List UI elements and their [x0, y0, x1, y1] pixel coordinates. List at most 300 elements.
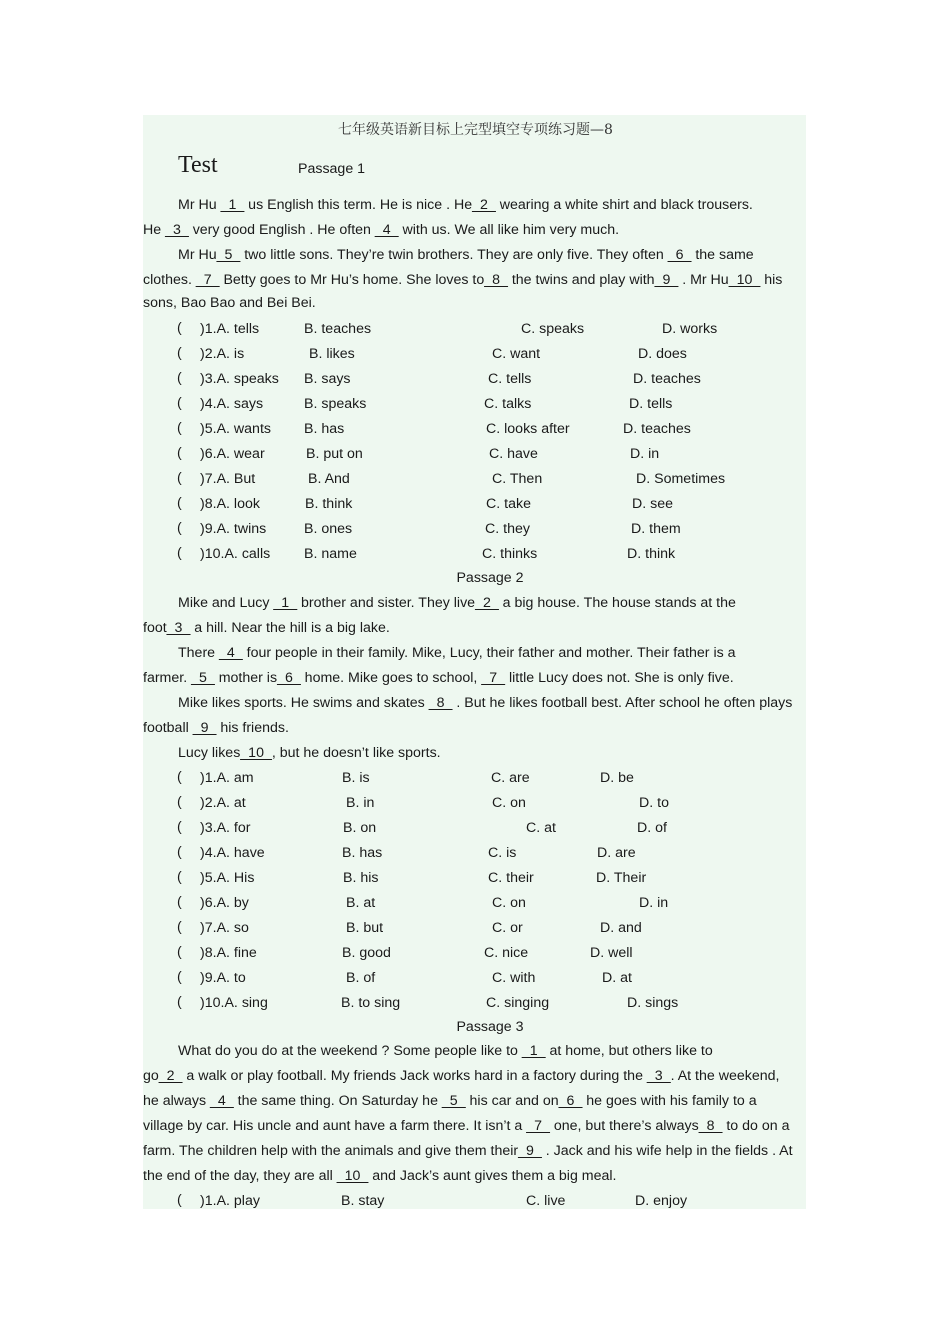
option-c-text: speaks — [539, 321, 585, 337]
option-b-text: has — [321, 421, 345, 437]
option-d: D. sings — [627, 995, 679, 1011]
option-a: )10.A. calls — [200, 546, 271, 562]
option-c-text: or — [510, 920, 523, 936]
option-c-text: Then — [509, 471, 543, 487]
option-b-text: name — [321, 546, 357, 562]
passage-text: Lucy likes — [178, 745, 241, 761]
option-b: B. likes — [309, 346, 355, 362]
passage-3-line — [143, 1117, 789, 1135]
option-b: B. to sing — [341, 995, 401, 1011]
option-a-text: by — [233, 895, 249, 911]
answer-bracket[interactable]: ( — [177, 520, 182, 536]
question-number: 6 — [204, 895, 213, 911]
passage-3-line — [143, 1092, 757, 1110]
passage-text: . But he likes football best. After school he often plays — [452, 695, 793, 711]
option-c-text: are — [509, 770, 530, 786]
blank: _4_ — [374, 222, 399, 238]
option-a: )4.A. says — [200, 396, 264, 412]
option-a: )2.A. at — [200, 795, 246, 811]
option-d-text: are — [615, 845, 636, 861]
question-number: 9 — [204, 970, 213, 986]
blank: _2_ — [475, 595, 499, 611]
passage-text: little Lucy does not. She is only five. — [505, 670, 734, 686]
passage-text: Mike and Lucy — [178, 595, 274, 611]
option-d-text: enjoy — [653, 1193, 688, 1209]
option-d: D. Sometimes — [636, 471, 726, 487]
option-a: )3.A. for — [200, 820, 251, 836]
option-b: B. has — [342, 845, 383, 861]
option-d-text: sings — [645, 995, 679, 1011]
option-b-text: in — [363, 795, 375, 811]
option-c: C. want — [492, 346, 541, 362]
option-d-text: in — [648, 446, 660, 462]
option-c: C. at — [526, 820, 556, 836]
option-a-text: calls — [241, 546, 271, 562]
option-b-text: is — [359, 770, 370, 786]
page-title: 七年级英语新目标上完型填空专项练习题—8 — [338, 122, 613, 138]
passage-text: he goes with his family to a — [582, 1093, 757, 1109]
question-number: 9 — [204, 521, 213, 537]
option-c-text: tells — [506, 371, 532, 387]
answer-bracket[interactable]: ( — [177, 1192, 182, 1208]
answer-bracket[interactable]: ( — [177, 819, 182, 835]
option-c-text: live — [544, 1193, 566, 1209]
question-number: 10 — [204, 546, 221, 562]
option-d: D. teaches — [633, 371, 701, 387]
blank: _7_ — [526, 1118, 550, 1134]
passage-2-line — [178, 594, 736, 612]
passage-text: What do you do at the weekend ? Some people like to — [178, 1043, 522, 1059]
option-c: C. or — [492, 920, 523, 936]
option-a: )5.A. wants — [200, 421, 271, 437]
passage-text: . At the weekend, — [670, 1068, 780, 1084]
passage-text: at home, but others like to — [545, 1043, 713, 1059]
option-b: B. but — [346, 920, 384, 936]
option-d-text: well — [608, 945, 633, 961]
option-d-text: works — [680, 321, 718, 337]
passage-text: Mike likes sports. He swims and skates — [178, 695, 429, 711]
option-b-text: speaks — [321, 396, 367, 412]
option-b-text: has — [359, 845, 383, 861]
option-d-text: them — [649, 521, 681, 537]
answer-bracket[interactable]: ( — [177, 545, 182, 561]
option-b-text: his — [360, 870, 379, 886]
blank: _3_ — [646, 1068, 671, 1084]
option-d: D. are — [597, 845, 636, 861]
option-d: D. be — [600, 770, 634, 786]
option-c: C. live — [526, 1193, 566, 1209]
option-a-text: to — [233, 970, 246, 986]
option-a-text: so — [233, 920, 249, 936]
answer-bracket[interactable]: ( — [177, 994, 182, 1010]
option-c-text: take — [504, 496, 531, 512]
answer-bracket[interactable]: ( — [177, 345, 182, 361]
option-a-text: says — [233, 396, 264, 412]
option-c-text: talks — [502, 396, 532, 412]
option-a: )9.A. twins — [200, 521, 267, 537]
option-d: D. them — [631, 521, 681, 537]
option-b: B. has — [304, 421, 345, 437]
question-number: 1 — [204, 321, 213, 337]
blank: _3_ — [165, 222, 189, 238]
blank: _4_ — [219, 645, 243, 661]
test-label: Test — [178, 152, 218, 178]
option-c-text: at — [544, 820, 556, 836]
question-number: 5 — [204, 421, 213, 437]
question-number: 2 — [204, 346, 213, 362]
option-a-text: have — [233, 845, 265, 861]
blank: _9_ — [654, 272, 679, 288]
option-a: )5.A. His — [200, 870, 255, 886]
option-c-text: thinks — [500, 546, 538, 562]
passage-text: home. Mike goes to school, — [300, 670, 482, 686]
blank: _9_ — [518, 1143, 542, 1159]
option-c-text: on — [510, 895, 526, 911]
option-c: C. nice — [484, 945, 529, 961]
blank: _6_ — [667, 247, 692, 263]
option-a: )1.A. tells — [200, 321, 260, 337]
option-d-text: and — [618, 920, 642, 936]
option-c: C. they — [485, 521, 530, 537]
option-d: D. see — [632, 496, 674, 512]
option-c-text: with — [510, 970, 536, 986]
option-d-text: teaches — [641, 421, 691, 437]
option-b: B. name — [304, 546, 357, 562]
option-b-text: And — [324, 471, 350, 487]
passage-text: to do on a — [722, 1118, 790, 1134]
option-d: D. of — [637, 820, 667, 836]
question-number: 3 — [204, 371, 213, 387]
option-c-text: is — [506, 845, 517, 861]
option-a-text: But — [233, 471, 256, 487]
answer-bracket[interactable]: ( — [177, 869, 182, 885]
option-c: C. have — [489, 446, 538, 462]
passage-text: his — [760, 272, 783, 288]
blank: _7_ — [481, 670, 505, 686]
option-d: D. think — [627, 546, 676, 562]
question-number: 4 — [204, 396, 213, 412]
option-c: C. speaks — [521, 321, 585, 337]
passage-1-line — [143, 221, 619, 239]
question-number: 4 — [204, 845, 213, 861]
option-a-text: at — [233, 795, 246, 811]
option-c: C. is — [488, 845, 517, 861]
option-d: D. to — [639, 795, 669, 811]
passage-text: clothes. — [143, 272, 196, 288]
answer-bracket[interactable]: ( — [177, 320, 182, 336]
passage-text: Betty goes to Mr Hu’s home. She loves to — [219, 272, 485, 288]
question-number: 7 — [204, 920, 213, 936]
blank: _10_ — [728, 272, 761, 288]
option-c-text: nice — [502, 945, 529, 961]
option-b: B. stay — [341, 1193, 385, 1209]
answer-bracket[interactable]: ( — [177, 445, 182, 461]
passage-2-heading: Passage 2 — [456, 570, 524, 586]
answer-bracket[interactable]: ( — [177, 969, 182, 985]
question-number: 6 — [204, 446, 213, 462]
option-b: B. think — [305, 496, 353, 512]
option-a: )7.A. But — [200, 471, 256, 487]
passage-text: farmer. — [143, 670, 192, 686]
option-b-text: likes — [326, 346, 355, 362]
blank: _5_ — [216, 247, 241, 263]
passage-text: foot — [143, 620, 167, 636]
answer-bracket[interactable]: ( — [177, 944, 182, 960]
passage-text: the twins and play with — [507, 272, 655, 288]
option-b-text: of — [363, 970, 376, 986]
blank: _2_ — [472, 197, 496, 213]
passage-2-line — [143, 619, 390, 637]
option-a: )3.A. speaks — [200, 371, 279, 387]
option-d: D. does — [638, 346, 687, 362]
option-b: B. of — [346, 970, 376, 986]
passage-1-line — [178, 246, 754, 264]
passage-text: He — [143, 222, 166, 238]
passage-text: Mr Hu — [178, 247, 217, 263]
option-a-text: look — [233, 496, 260, 512]
question-number: 2 — [204, 795, 213, 811]
option-b-text: teaches — [321, 321, 372, 337]
option-d: D. Their — [596, 870, 647, 886]
passage-2-line — [178, 744, 441, 762]
passage-text: his friends. — [216, 720, 289, 736]
option-c: C. Then — [492, 471, 543, 487]
passage-2-line — [143, 719, 289, 737]
blank: _1_ — [273, 595, 298, 611]
blank: _8_ — [698, 1118, 723, 1134]
passage-text: a walk or play football. My friends Jack works hard in a factory during the — [182, 1068, 647, 1084]
option-a: )9.A. to — [200, 970, 246, 986]
blank: _6_ — [558, 1093, 583, 1109]
passage-text: the end of the day, they are all — [143, 1168, 337, 1184]
option-a-text: twins — [233, 521, 267, 537]
option-d: D. tells — [629, 396, 673, 412]
option-c: C. looks after — [486, 421, 570, 437]
option-d-text: of — [655, 820, 667, 836]
answer-bracket[interactable]: ( — [177, 370, 182, 386]
option-a: )8.A. fine — [200, 945, 257, 961]
passage-2-line — [143, 669, 734, 687]
option-c: C. talks — [484, 396, 532, 412]
option-b-text: stay — [358, 1193, 385, 1209]
option-b-text: at — [363, 895, 376, 911]
option-b: B. speaks — [304, 396, 367, 412]
passage-text: his car and on — [465, 1093, 559, 1109]
passage-2-line — [178, 694, 792, 712]
passage-text: farm. The children help with the animals and give them their — [143, 1143, 519, 1159]
option-b: B. put on — [306, 446, 363, 462]
passage-text: one, but there’s always — [549, 1118, 699, 1134]
passage-1-line — [143, 294, 316, 312]
option-d-text: see — [650, 496, 674, 512]
option-c-text: they — [503, 521, 530, 537]
answer-bracket[interactable]: ( — [177, 420, 182, 436]
option-b: B. good — [342, 945, 391, 961]
option-b: B. ones — [304, 521, 353, 537]
option-a-text: play — [233, 1193, 260, 1209]
passage-text: four people in their family. Mike, Lucy, their father and mother. Their father is a — [242, 645, 736, 661]
option-b: B. his — [343, 870, 379, 886]
option-d: D. in — [630, 446, 660, 462]
passage-1-line — [178, 196, 753, 214]
option-c: C. thinks — [482, 546, 538, 562]
option-a-text: sing — [241, 995, 268, 1011]
option-a: )6.A. by — [200, 895, 249, 911]
passage-text: two little sons. They’re twin brothers. They are only five. They often — [240, 247, 668, 263]
option-d-text: think — [645, 546, 676, 562]
option-d-text: in — [657, 895, 669, 911]
blank: _3_ — [166, 620, 191, 636]
option-b: B. in — [346, 795, 375, 811]
answer-bracket[interactable]: ( — [177, 395, 182, 411]
option-c: C. on — [492, 895, 526, 911]
option-d: D. teaches — [623, 421, 691, 437]
blank: _10_ — [336, 1168, 369, 1184]
passage-text: , but he doesn’t like sports. — [271, 745, 441, 761]
option-c-text: looks after — [504, 421, 570, 437]
option-b-text: says — [321, 371, 351, 387]
answer-bracket[interactable]: ( — [177, 495, 182, 511]
option-a-text: am — [233, 770, 254, 786]
option-d: D. well — [590, 945, 633, 961]
option-c-text: on — [510, 795, 526, 811]
option-c-text: want — [510, 346, 541, 362]
option-a: )7.A. so — [200, 920, 249, 936]
answer-bracket[interactable]: ( — [177, 844, 182, 860]
passage-text: the same — [691, 247, 754, 263]
passage-text: us English this term. He is nice . He — [244, 197, 473, 213]
option-c: C. tells — [488, 371, 532, 387]
option-a-text: for — [233, 820, 251, 836]
answer-bracket[interactable]: ( — [177, 894, 182, 910]
blank: _8_ — [484, 272, 508, 288]
passage-3-heading: Passage 3 — [456, 1019, 524, 1035]
passage-1-line — [143, 271, 782, 289]
option-c: C. their — [488, 870, 534, 886]
answer-bracket[interactable]: ( — [177, 769, 182, 785]
blank: _10_ — [240, 745, 272, 761]
question-number: 3 — [204, 820, 213, 836]
blank: _2_ — [158, 1068, 183, 1084]
option-c: C. take — [486, 496, 531, 512]
blank: _6_ — [277, 670, 301, 686]
option-d-text: teaches — [651, 371, 701, 387]
passage-text: Mr Hu — [178, 197, 221, 213]
option-c: C. singing — [486, 995, 550, 1011]
option-d-text: at — [620, 970, 632, 986]
blank: _1_ — [521, 1043, 546, 1059]
question-number: 7 — [204, 471, 213, 487]
option-a: )1.A. play — [200, 1193, 260, 1209]
blank: _5_ — [191, 670, 215, 686]
option-a: )1.A. am — [200, 770, 254, 786]
passage-text: football — [143, 720, 193, 736]
answer-bracket[interactable]: ( — [177, 919, 182, 935]
option-c: C. on — [492, 795, 526, 811]
passage-text: very good English . He often — [188, 222, 375, 238]
option-b-text: good — [359, 945, 391, 961]
passage-text: the same thing. On Saturday he — [233, 1093, 442, 1109]
option-b: B. And — [308, 471, 350, 487]
option-d-text: be — [618, 770, 634, 786]
passage-2-line — [178, 644, 736, 662]
passage-text: There — [178, 645, 220, 661]
passage-3-line — [178, 1042, 713, 1060]
option-c: C. are — [491, 770, 530, 786]
option-c-text: their — [506, 870, 534, 886]
passage-3-line — [143, 1142, 793, 1160]
blank: _9_ — [192, 720, 217, 736]
answer-bracket[interactable]: ( — [177, 794, 182, 810]
option-b-text: put on — [323, 446, 363, 462]
option-b-text: on — [360, 820, 377, 836]
option-b-text: to sing — [358, 995, 401, 1011]
option-d: D. in — [639, 895, 669, 911]
option-d: D. enjoy — [635, 1193, 688, 1209]
blank: _5_ — [441, 1093, 466, 1109]
option-c: C. with — [492, 970, 536, 986]
passage-text: and Jack’s aunt gives them a big meal. — [368, 1168, 617, 1184]
passage-3-line — [143, 1167, 617, 1185]
passage-1-heading: Passage 1 — [298, 161, 366, 177]
passage-text: with us. We all like him very much. — [398, 222, 620, 238]
option-a-text: wants — [233, 421, 271, 437]
option-a-text: is — [233, 346, 245, 362]
option-d: D. at — [602, 970, 632, 986]
question-number: 1 — [204, 770, 213, 786]
option-b: B. teaches — [304, 321, 372, 337]
question-number: 10 — [204, 995, 221, 1011]
passage-text: . Jack and his wife help in the fields . At — [541, 1143, 793, 1159]
option-d-text: does — [656, 346, 687, 362]
option-b-text: think — [322, 496, 353, 512]
passage-text: sons, Bao Bao and Bei Bei. — [143, 295, 316, 311]
blank: _8_ — [428, 695, 453, 711]
option-d-text: tells — [647, 396, 673, 412]
blank: _4_ — [210, 1093, 234, 1109]
option-a-text: wear — [233, 446, 265, 462]
option-b-text: ones — [321, 521, 353, 537]
option-a-text: fine — [233, 945, 257, 961]
passage-text: village by car. His uncle and aunt have a farm there. It isn’t a — [143, 1118, 527, 1134]
option-c-text: have — [507, 446, 538, 462]
option-d-text: Their — [613, 870, 647, 886]
question-number: 1 — [204, 1193, 213, 1209]
option-a: )8.A. look — [200, 496, 260, 512]
option-b-text: but — [363, 920, 384, 936]
passage-text: a big house. The house stands at the — [498, 595, 736, 611]
passage-text: wearing a white shirt and black trousers. — [495, 197, 753, 213]
option-a-text: tells — [233, 321, 260, 337]
question-number: 8 — [204, 496, 213, 512]
option-a-text: speaks — [233, 371, 279, 387]
option-b: B. at — [346, 895, 376, 911]
passage-text: . Mr Hu — [678, 272, 729, 288]
option-a-text: His — [233, 870, 255, 886]
option-d-text: Sometimes — [654, 471, 726, 487]
option-a: )10.A. sing — [200, 995, 268, 1011]
passage-text: brother and sister. They live — [297, 595, 476, 611]
option-d-text: to — [657, 795, 669, 811]
question-number: 5 — [204, 870, 213, 886]
option-b: B. is — [342, 770, 370, 786]
passage-text: he always — [143, 1093, 211, 1109]
option-d: D. works — [662, 321, 718, 337]
answer-bracket[interactable]: ( — [177, 470, 182, 486]
option-a: )4.A. have — [200, 845, 265, 861]
option-b: B. on — [343, 820, 377, 836]
blank: _1_ — [220, 197, 245, 213]
